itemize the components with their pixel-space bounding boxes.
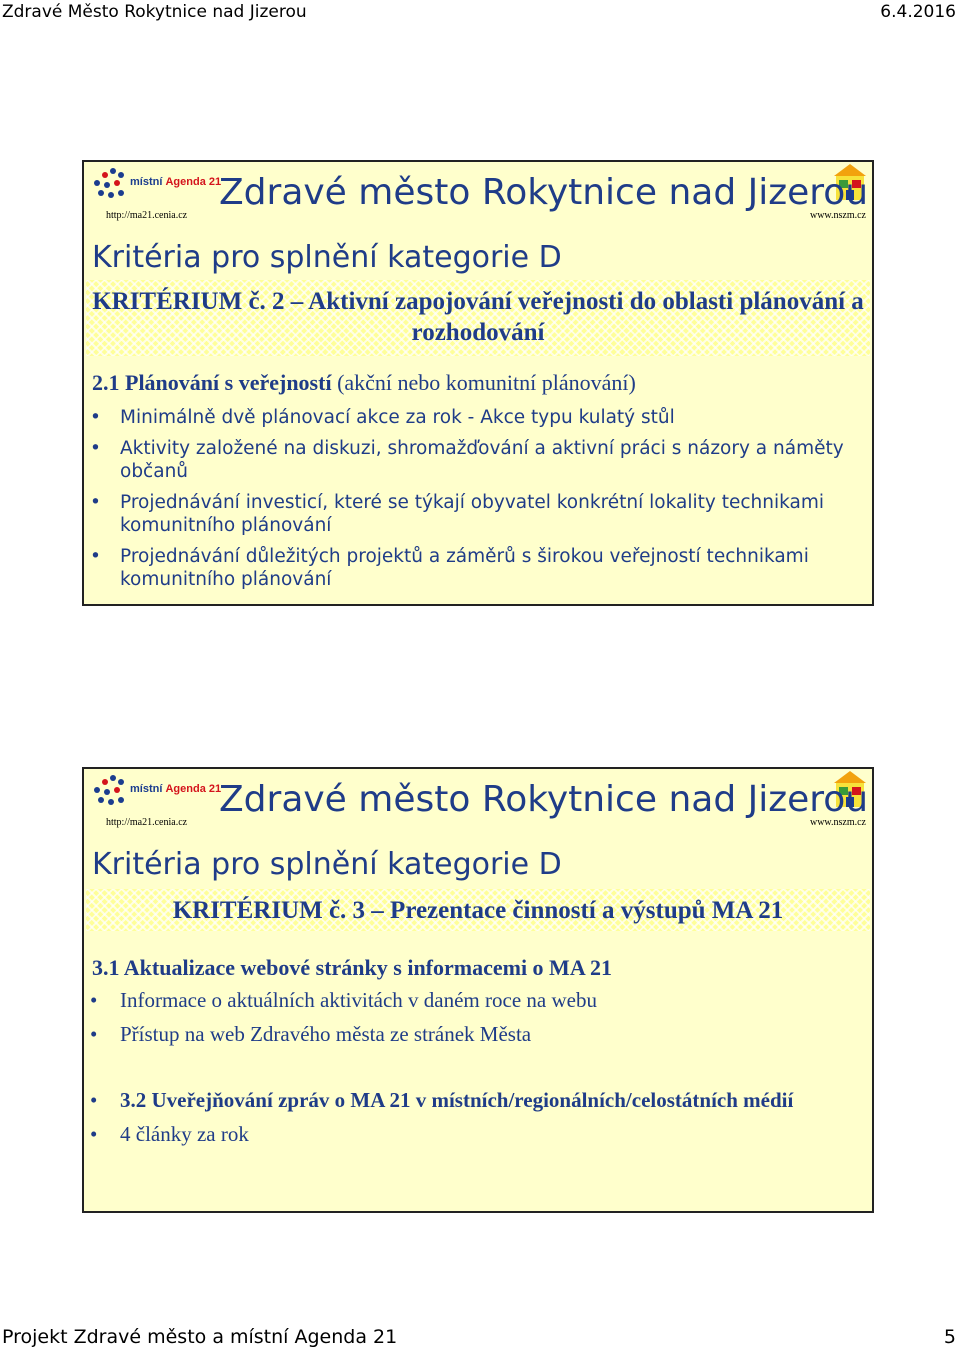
page-number: 5: [943, 1326, 956, 1348]
list-item: • Aktivity založené na diskuzi, shromažďování a aktivní práci s názory a náměty občanů: [90, 438, 844, 482]
ma21-logo-icon: [94, 168, 128, 202]
list-item: • Informace o aktuálních aktivitách v daném roce na webu: [90, 988, 597, 1012]
ma21-url: http://ma21.cenia.cz: [106, 210, 188, 221]
page-header: [0, 0, 960, 28]
ma21-logo: místní Agenda 21: [94, 775, 209, 819]
page-header-title: Zdravé Město Rokytnice nad Jizerou: [2, 2, 307, 22]
page-header-date: 6.4.2016: [880, 2, 956, 22]
page-footer: [0, 1324, 960, 1354]
list-item: • Projednávání investicí, které se týkají obyvatel konkrétní lokality technikami komunitního plánování: [90, 492, 824, 536]
nszm-url: www.nszm.cz: [809, 210, 866, 221]
list-item: • 3.2 Uveřejňování zpráv o MA 21 v místních/regionálních/celostátních médií: [90, 1088, 794, 1112]
slide-2: [82, 767, 874, 1213]
nszm-url: www.nszm.cz: [809, 817, 866, 828]
bullet-list: [84, 987, 872, 1055]
list-item: • Minimálně dvě plánovací akce za rok - Akce typu kulatý stůl: [90, 407, 675, 428]
slide-title: Kritéria pro splnění kategorie D: [92, 847, 562, 882]
list-item: • Projednávání důležitých projektů a záměrů s širokou veřejností technikami komunitního plánování: [90, 546, 809, 590]
bullet-list: [84, 1087, 872, 1155]
section-heading: 3.1 Aktualizace webové stránky s informacemi o MA 21: [92, 955, 612, 980]
criterion-text: KRITÉRIUM č. 2 – Aktivní zapojování veřejnosti do oblasti plánování a rozhodování: [92, 288, 864, 346]
bullet-list: [84, 406, 872, 599]
slide-city-title: Zdravé město Rokytnice nad Jizerou: [219, 172, 869, 213]
slide-title: Kritéria pro splnění kategorie D: [92, 240, 562, 275]
criterion-text: KRITÉRIUM č. 3 – Prezentace činností a výstupů MA 21: [172, 897, 784, 924]
ma21-url: http://ma21.cenia.cz: [106, 817, 188, 828]
page-footer-title: Projekt Zdravé město a místní Agenda 21: [2, 1326, 398, 1348]
slide-1: [82, 160, 874, 606]
ma21-logo-icon: [94, 775, 128, 809]
ma21-logo: místní Agenda 21: [94, 168, 209, 212]
section-heading: 2.1 Plánování s veřejností (akční nebo komunitní plánování): [92, 370, 636, 395]
slide-city-title: Zdravé město Rokytnice nad Jizerou: [219, 779, 869, 820]
list-item: • 4 články za rok: [90, 1122, 249, 1146]
list-item: • Přístup na web Zdravého města ze stránek Města: [90, 1022, 532, 1046]
